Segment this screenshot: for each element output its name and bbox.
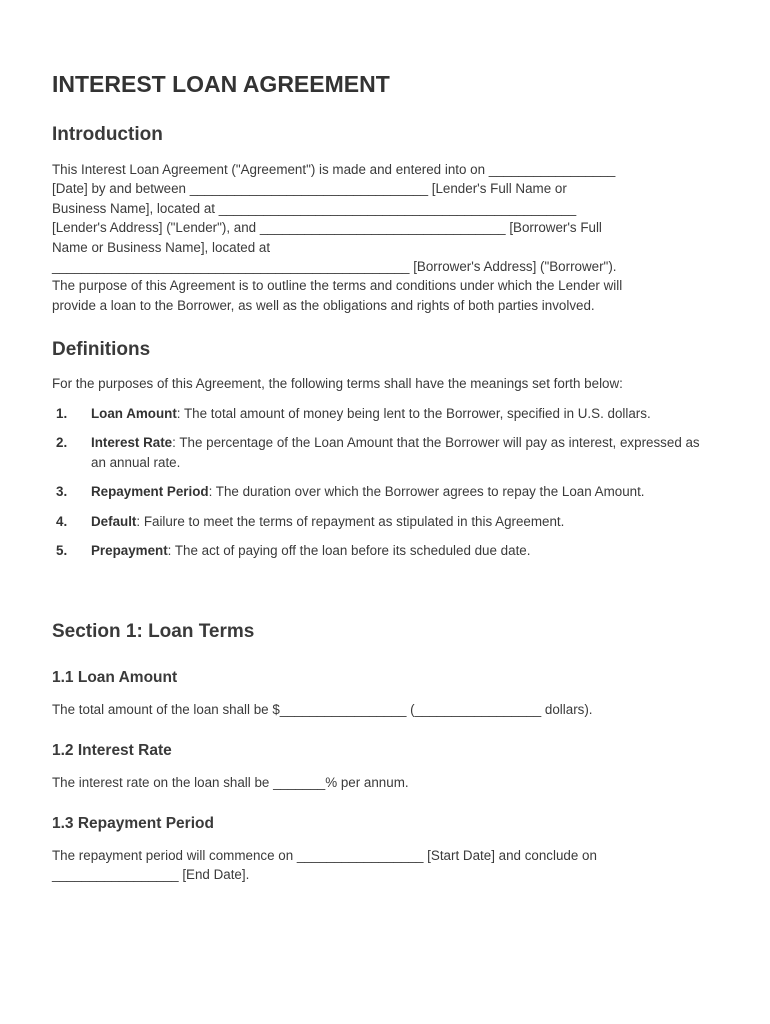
- definition-item: [52, 512, 718, 531]
- definition-number: 5.: [56, 543, 68, 559]
- definition-term: Prepayment: [91, 543, 168, 559]
- document-title: INTEREST LOAN AGREEMENT: [52, 71, 390, 97]
- introduction-heading: Introduction: [52, 124, 163, 145]
- definition-item: [52, 433, 718, 472]
- introduction-line: ________________________________________________ [Borrower's Address] ("Borrower").: [52, 259, 617, 275]
- definition-text: : The percentage of the Loan Amount that the Borrower will pay as interest, expressed as an annual rate.: [91, 435, 700, 470]
- introduction-line: [Date] by and between ________________________________ [Lender's Full Name or: [52, 181, 567, 197]
- introduction-line: Business Name], located at ________________________________________________: [52, 200, 577, 216]
- introduction-line: provide a loan to the Borrower, as well as the obligations and rights of both parties involved.: [52, 297, 595, 313]
- loan-amount-heading: 1.1 Loan Amount: [52, 669, 178, 686]
- section1-heading: Section 1: Loan Terms: [52, 621, 255, 642]
- definition-term: Loan Amount: [91, 406, 177, 421]
- introduction-line: [Lender's Address] ("Lender"), and _________________________________ [Borrower's Full: [52, 220, 602, 236]
- definition-text: : The total amount of money being lent to the Borrower, specified in U.S. dollars.: [176, 406, 651, 421]
- repayment-period-heading: 1.3 Repayment Period: [52, 815, 214, 832]
- definition-term: Default: [91, 513, 137, 529]
- definition-term: Repayment Period: [91, 484, 209, 500]
- definition-text: : The duration over which the Borrower agrees to repay the Loan Amount.: [208, 484, 645, 500]
- definitions-list: [52, 404, 718, 570]
- definition-text: : Failure to meet the terms of repayment as stipulated in this Agreement.: [136, 513, 565, 529]
- definition-item: [52, 404, 718, 423]
- introduction-line: This Interest Loan Agreement ("Agreement") is made and entered into on _________________: [52, 162, 616, 177]
- definition-number: 3.: [56, 484, 68, 500]
- interest-rate-heading: 1.2 Interest Rate: [52, 742, 172, 759]
- loan-amount-text: The total amount of the loan shall be $_________________ (_________________ dollars).: [52, 702, 593, 717]
- definition-term: Interest Rate: [91, 435, 173, 451]
- repayment-period-paragraph: [52, 846, 718, 885]
- interest-rate-text: The interest rate on the loan shall be _______% per annum.: [52, 775, 409, 790]
- repayment-period-line: _________________ [End Date].: [52, 867, 250, 883]
- definition-text: : The act of paying off the loan before its scheduled due date.: [167, 543, 531, 559]
- definitions-heading: Definitions: [52, 339, 151, 360]
- definition-number: 2.: [56, 435, 68, 451]
- definition-item: [52, 541, 718, 560]
- introduction-paragraph: [52, 160, 718, 315]
- definition-number: 4.: [56, 513, 68, 529]
- definitions-intro: For the purposes of this Agreement, the following terms shall have the meanings set forth below:: [52, 376, 623, 391]
- introduction-line: The purpose of this Agreement is to outline the terms and conditions under which the Lender will: [52, 278, 623, 294]
- introduction-line: Name or Business Name], located at: [52, 239, 271, 255]
- repayment-period-line: The repayment period will commence on _________________ [Start Date] and conclude on: [52, 848, 597, 863]
- definition-item: [52, 482, 718, 501]
- definition-number: 1.: [56, 406, 68, 421]
